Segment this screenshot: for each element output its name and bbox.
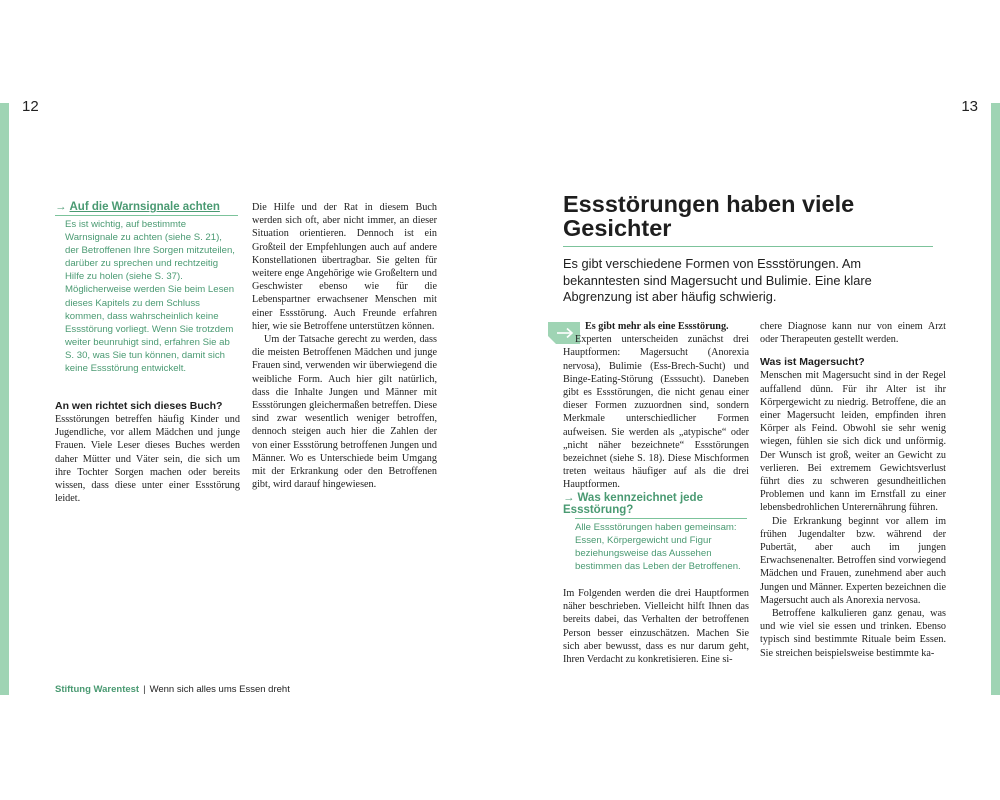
paragraph: Menschen mit Magersucht sind in der Regel auffallend dünn. Für ihr Alter ist ihr Körpergewicht zu niedrig. Betroffene, die an einer Magersucht leiden, empfinden ihren Körper als Feind. Obwohl sie sehr wenig wiegen, fühlen sie sich dick und unförmig. Der Wunsch ist groß, weiter an Gewicht zu verlieren. Bei extremem Gewichtsverlust führt dies zu schweren gesundheitlichen Problemen und kann im Ernstfall zu einer lebensbedrohlichen Unterernährung führen. bbox=[760, 370, 946, 514]
right-column-1-continued bbox=[563, 587, 749, 666]
paragraph: Um der Tatsache gerecht zu werden, dass die meisten Betroffenen Mädchen und junge Frauen sind, verwenden wir überwiegend die weibliche Form. Auch hier gilt natürlich, dass die Inhalte Jungen und Männer mit Essstörungen gleichermaßen betreffen. Diese sind zwar wesentlich weniger betroffen, dennoch steigen auch hier die Zahlen der von einer Essstörung betroffenen Jungen und Männer. Wo es Unterschiede beim Umgang mit der Erkrankung oder den Betroffenen gibt, wird darauf hingewiesen. bbox=[252, 334, 437, 491]
feature-box bbox=[563, 492, 747, 573]
audience-section bbox=[55, 400, 240, 505]
arrow-right-icon: → bbox=[563, 492, 575, 504]
left-column-2 bbox=[252, 201, 437, 491]
right-column-2 bbox=[760, 320, 946, 660]
intro-text: Es gibt verschiedene Formen von Essstörungen. Am bekanntesten sind Magersucht und Bulimie. Eine klare Abgrenzung ist aber häufig schwierig. bbox=[563, 256, 872, 305]
left-margin-bar bbox=[0, 103, 9, 695]
title-divider bbox=[563, 246, 933, 247]
page-number-left: 12 bbox=[22, 98, 39, 115]
right-column-1 bbox=[563, 320, 749, 492]
page-title: Essstörungen haben viele Gesichter bbox=[563, 191, 855, 241]
arrow-right-icon: → bbox=[55, 201, 67, 213]
intro-block bbox=[563, 256, 933, 306]
lead-heading: Es gibt mehr als eine Essstörung. bbox=[585, 321, 729, 332]
paragraph: Die Erkrankung beginnt vor allem im frühen Jugendalter bzw. während der Pubertät, aber auch im jungen Erwachsenenalter. Betroffen sind vorwiegend Mädchen und Frauen, zunehmend aber auch Jungen und Männer. Experten bezeichnen die Magersucht auch als Anorexia nervosa. bbox=[760, 515, 946, 606]
paragraph: Die Hilfe und der Rat in diesem Buch werden sich oft, aber nicht immer, an dieser Situation orientieren. Dennoch ist ein Großteil der Empfehlungen auch auf andere Konstellationen übertragbar. Sie gelten für weitere enge Angehörige wie Großeltern und Geschwister ebenso wie für die Lebenspartner erwachsener Menschen mit einer Essstörung. Auch Freunde erfahren hier, wie sie Betroffene unterstützen können. bbox=[252, 202, 437, 332]
lead-text: Experten unterscheiden zunächst drei Hauptformen: Magersucht (Anorexia nervosa), Bulimie (Ess-Brech-Sucht) und Binge-Eating-Störung (Esssucht). Daneben gibt es Essstörungen, die nicht genau einer dieser Formen zuzuordnen sind, sondern Merkmale unterschiedlicher Formen aufweisen. Sie werden als „atypische“ oder „nicht näher bezeichnete“ Essstörungen bezeichnet (siehe S. 18). Diese Mischformen treten weitaus häufiger auf als die drei Hauptformen. bbox=[563, 334, 749, 491]
warning-box-text: Es ist wichtig, auf bestimmte Warnsignale zu achten (siehe S. 21), der Betroffenen Ihre Sorgen mitzuteilen, darüber zu sprechen und rechtzeitig Hilfe zu holen (siehe S. 37). Möglicherweise werden Sie beim Lesen dieses Kapitels zu dem Schluss kommen, dass wahrscheinlich keine Essstörung vorliegt. Wenn Sie trotzdem weiter beunruhigt sind, erfahren Sie ab S. 30, was Sie tun können, damit sich keine Essstörung entwickelt. bbox=[65, 219, 235, 375]
paragraph: chere Diagnose kann nur von einem Arzt oder Therapeuten gestellt werden. bbox=[760, 321, 946, 346]
section-text: Essstörungen betreffen häufig Kinder und Jugendliche, vor allem Mädchen und junge Frauen. Viele Leser dieses Buches werden daher Mütter und Väter sein, die sich um ihre Tochter Sorgen machen oder bereits wissen, dass diese unter einer Essstörung leidet. bbox=[55, 414, 240, 505]
section-heading: An wen richtet sich dieses Buch? bbox=[55, 400, 223, 412]
footer-separator: | bbox=[143, 684, 146, 695]
chapter-title-block bbox=[563, 192, 933, 247]
footer-brand: Stiftung Warentest bbox=[55, 684, 140, 695]
paragraph: Betroffene kalkulieren ganz genau, was und wie viel sie essen und trinken. Ebenso typisch sind bestimmte Rituale beim Essen. Sie streichen beispielsweise bestimmte ka- bbox=[760, 608, 946, 659]
feature-box-text: Alle Essstörungen haben gemeinsam: Essen, Körpergewicht und Figur beziehungsweise das Aussehen bestimmen das Leben der Betroffenen. bbox=[575, 522, 741, 573]
page-number-right: 13 bbox=[961, 98, 978, 115]
paragraph: Im Folgenden werden die drei Hauptformen näher beschrieben. Vielleicht hilft Ihnen das bereits dabei, das Verhalten der betroffenen Person besser einzuschätzen. Machen Sie sich aber bewusst, dass es nur darum geht, Ihren Verdacht zu konkretisieren. Eine si- bbox=[563, 588, 749, 666]
section-heading: Was ist Magersucht? bbox=[760, 356, 865, 369]
feature-box-heading: → Was kennzeichnet jede Essstörung? bbox=[563, 492, 703, 516]
warning-box bbox=[55, 201, 238, 375]
box-divider bbox=[575, 518, 747, 519]
footer-title: Wenn sich alles ums Essen dreht bbox=[149, 684, 290, 695]
footer bbox=[55, 684, 290, 695]
warning-box-heading: → Auf die Warnsignale achten bbox=[55, 201, 238, 216]
right-margin-bar bbox=[991, 103, 1000, 695]
